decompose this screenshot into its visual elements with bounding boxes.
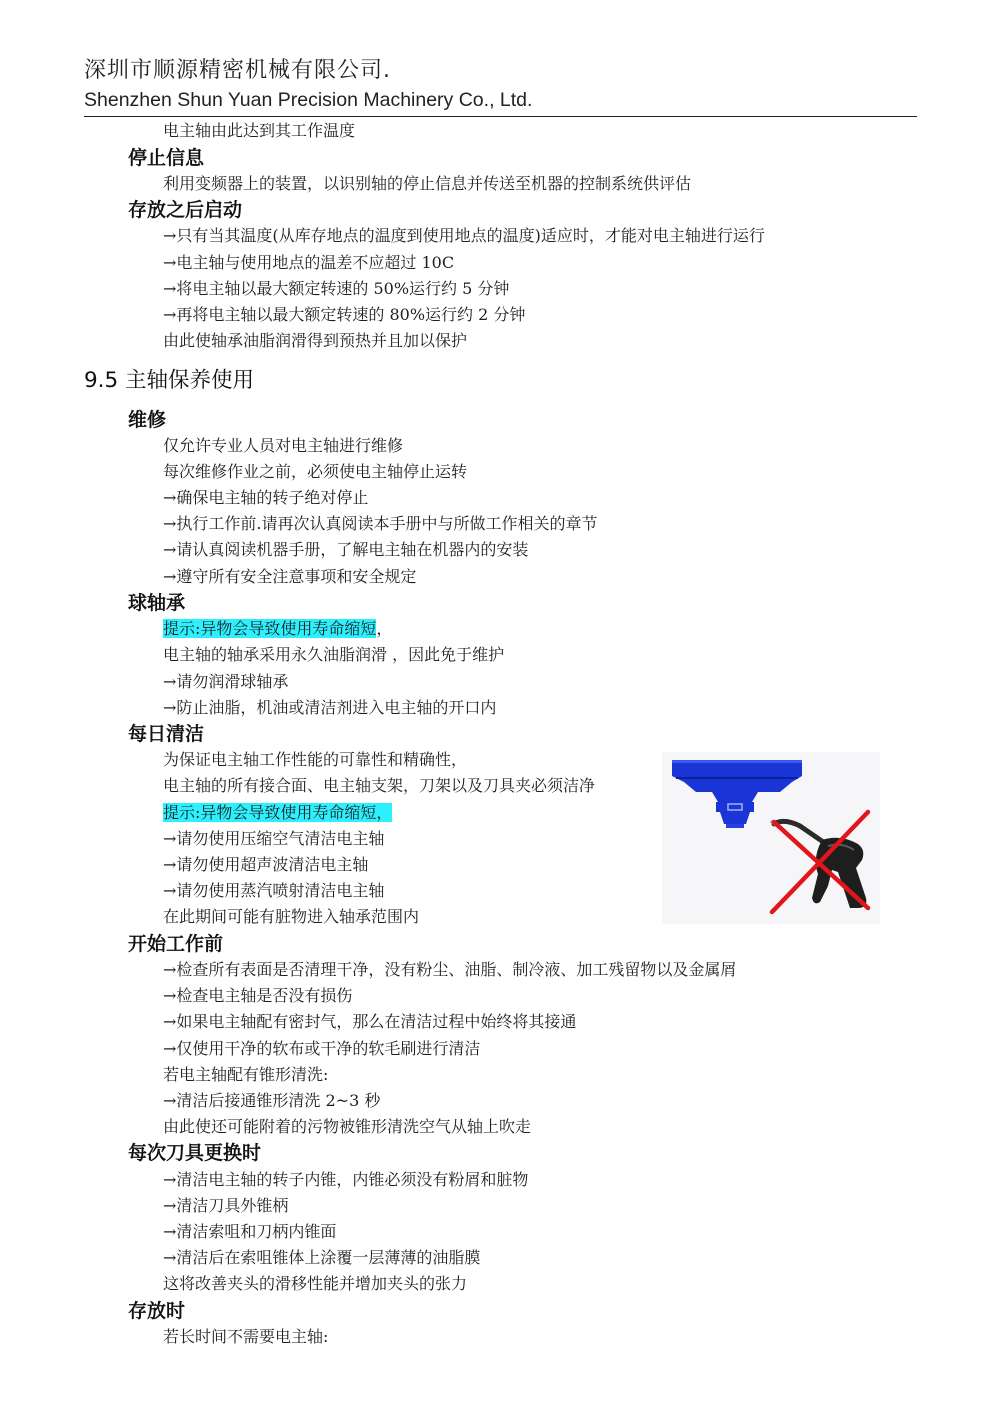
body-line: →确保电主轴的转子绝对停止: [163, 488, 369, 507]
no-compressed-air-illustration: [662, 752, 880, 924]
body-line: →请认真阅读机器手册，了解电主轴在机器内的安装: [163, 540, 529, 559]
page-header: [84, 56, 917, 113]
company-name-english: Shenzhen Shun Yuan Precision Machinery Co., Ltd.: [84, 89, 533, 111]
body-line: →请勿润滑球轴承: [163, 672, 289, 691]
heading-ball-bearing: 球轴承: [128, 592, 186, 614]
body-line: →清洁索咀和刀柄内锥面: [163, 1222, 337, 1241]
heading-storage: 存放时: [128, 1300, 186, 1322]
body-line: 为保证电主轴工作性能的可靠性和精确性，: [163, 750, 468, 769]
body-line: 每次维修作业之前，必须使电主轴停止运转: [163, 462, 468, 481]
section-title-9-5: 9.5 主轴保养使用: [84, 368, 255, 393]
company-name-chinese: 深圳市顺源精密机械有限公司.: [84, 58, 391, 83]
body-line: 电主轴由此达到其工作温度: [163, 121, 356, 140]
body-line: →遵守所有安全注意事项和安全规定: [163, 567, 417, 586]
body-line: 若电主轴配有锥形清洗:: [163, 1065, 329, 1084]
heading-stop-info: 停止信息: [128, 147, 205, 169]
heading-maintenance: 维修: [128, 409, 167, 431]
body-line: →请勿使用超声波清洁电主轴: [163, 855, 369, 874]
body-line: →请勿使用蒸汽喷射清洁电主轴: [163, 881, 385, 900]
heading-startup-after-storage: 存放之后启动: [128, 199, 243, 221]
spindle-airgun-prohibited-icon: [662, 752, 880, 924]
body-line: →请勿使用压缩空气清洁电主轴: [163, 829, 385, 848]
body-line: 在此期间可能有脏物进入轴承范围内: [163, 907, 420, 926]
hint-line: [163, 800, 392, 826]
body-line: 若长时间不需要电主轴:: [163, 1327, 329, 1346]
heading-tool-change: 每次刀具更换时: [128, 1142, 262, 1164]
body-line: →清洁刀具外锥柄: [163, 1196, 289, 1215]
body-line: →执行工作前.请再次认真阅读本手册中与所做工作相关的章节: [163, 514, 598, 533]
hint-line: [163, 616, 392, 642]
hint-highlight: 提示:异物会导致使用寿命缩短: [163, 619, 377, 638]
body-line: →防止油脂，机油或清洁剂进入电主轴的开口内: [163, 698, 497, 717]
body-line: →清洁后接通锥形清洗 2~3 秒: [163, 1091, 381, 1110]
body-line: 电主轴的轴承采用永久油脂润滑 ，因此免于维护: [163, 645, 505, 664]
body-line: 由此使轴承油脂润滑得到预热并且加以保护: [163, 331, 468, 350]
body-line: →清洁后在索咀锥体上涂覆一层薄薄的油脂膜: [163, 1248, 481, 1267]
body-line: →将电主轴以最大额定转速的 50%运行约 5 分钟: [163, 279, 510, 298]
body-line: →清洁电主轴的转子内锥，内锥必须没有粉屑和脏物: [163, 1170, 529, 1189]
body-line: 利用变频器上的装置，以识别轴的停止信息并传送至机器的控制系统供评估: [163, 174, 692, 193]
body-line: 由此使还可能附着的污物被锥形清洗空气从轴上吹走: [163, 1117, 532, 1136]
body-line: →检查电主轴是否没有损伤: [163, 986, 353, 1005]
hint-tail: ，: [376, 619, 393, 638]
body-line: →再将电主轴以最大额定转速的 80%运行约 2 分钟: [163, 305, 526, 324]
body-line: →检查所有表面是否清理干净，没有粉尘、油脂、制冷液、加工残留物以及金属屑: [163, 960, 737, 979]
body-line: 电主轴的所有接合面、电主轴支架，刀架以及刀具夹必须洁净: [163, 776, 596, 795]
heading-before-work: 开始工作前: [128, 933, 224, 955]
body-line: →电主轴与使用地点的温差不应超过 10C: [163, 253, 455, 272]
body-line: 这将改善夹头的滑移性能并增加夹头的张力: [163, 1274, 468, 1293]
heading-daily-cleaning: 每日清洁: [128, 723, 205, 745]
body-line: →只有当其温度(从库存地点的温度到使用地点的温度)适应时，才能对电主轴进行运行: [163, 226, 765, 245]
body-line: →仅使用干净的软布或干净的软毛刷进行清洁: [163, 1039, 481, 1058]
header-rule: [84, 116, 917, 117]
body-line: →如果电主轴配有密封气，那么在清洁过程中始终将其接通: [163, 1012, 577, 1031]
body-line: 仅允许专业人员对电主轴进行维修: [163, 436, 404, 455]
hint-highlight: 提示:异物会导致使用寿命缩短，: [163, 803, 393, 822]
